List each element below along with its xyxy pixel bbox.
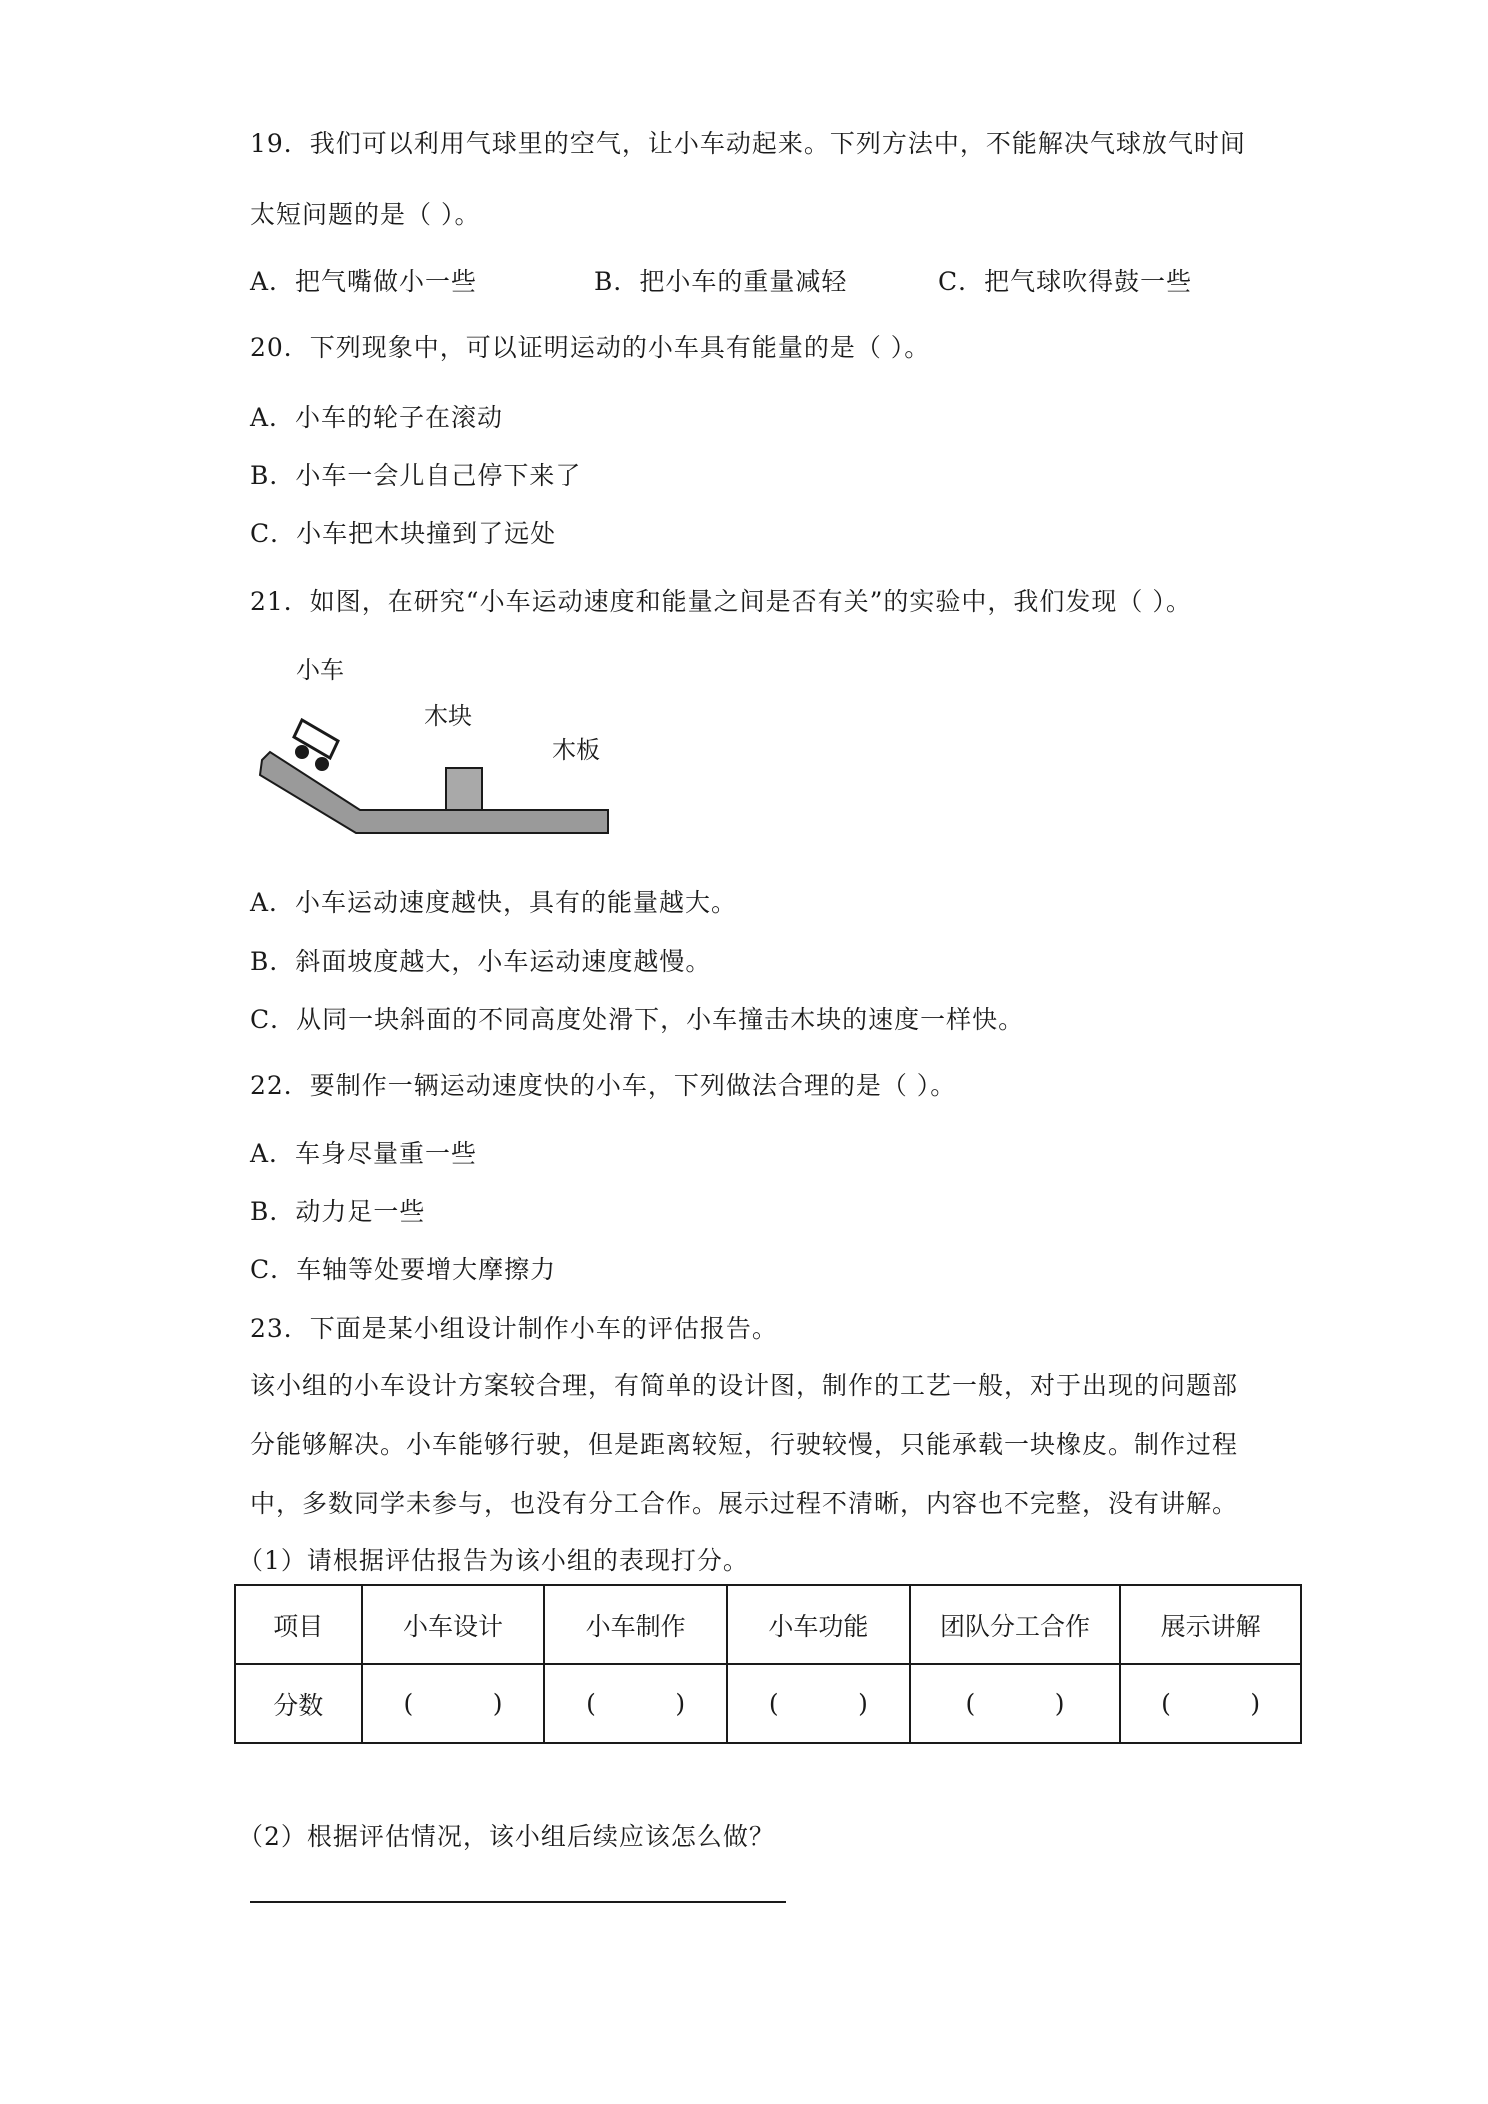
q21-experiment-figure — [250, 650, 630, 850]
q21-option-c: C．从同一块斜面的不同高度处滑下，小车撞击木块的速度一样快。 — [250, 1005, 1025, 1034]
score-blank-function[interactable]: ( ) — [727, 1664, 910, 1743]
q20-option-c: C．小车把木块撞到了远处 — [250, 519, 557, 548]
q20-stem: 20．下列现象中，可以证明运动的小车具有能量的是（ ）。 — [250, 333, 931, 362]
score-blank-design[interactable]: ( ) — [362, 1664, 545, 1743]
header-cell-function: 小车功能 — [727, 1585, 910, 1664]
q23-sub1: （1）请根据评估报告为该小组的表现打分。 — [238, 1546, 749, 1575]
score-blank-making[interactable]: ( ) — [544, 1664, 727, 1743]
header-cell-item: 项目 — [235, 1585, 362, 1664]
q22-option-c: C．车轴等处要增大摩擦力 — [250, 1255, 557, 1284]
q21-option-a: A．小车运动速度越快，具有的能量越大。 — [250, 888, 738, 917]
q23-sub2: （2）根据评估情况，该小组后续应该怎么做？ — [238, 1822, 775, 1851]
score-table — [234, 1584, 1302, 1744]
q22-option-b: B．动力足一些 — [250, 1197, 426, 1226]
header-cell-teamwork: 团队分工合作 — [910, 1585, 1121, 1664]
q22-option-a: A．车身尽量重一些 — [250, 1139, 478, 1168]
score-table-header-row — [235, 1585, 1301, 1664]
ramp-diagram — [250, 650, 630, 850]
q19-stem-line2: 太短问题的是（ ）。 — [250, 200, 481, 229]
q22-stem: 22．要制作一辆运动速度快的小车，下列做法合理的是（ ）。 — [250, 1071, 957, 1100]
q21-stem: 21．如图，在研究“小车运动速度和能量之间是否有关”的实验中，我们发现（ ）。 — [250, 587, 1192, 616]
q23-stem: 23．下面是某小组设计制作小车的评估报告。 — [250, 1314, 778, 1343]
answer-blank-line[interactable] — [250, 1901, 786, 1903]
row-label-score: 分数 — [235, 1664, 362, 1743]
label-board: 木板 — [552, 736, 600, 764]
score-blank-teamwork[interactable]: ( ) — [910, 1664, 1121, 1743]
q20-option-b: B．小车一会儿自己停下来了 — [250, 461, 582, 490]
q20-option-a: A．小车的轮子在滚动 — [250, 403, 504, 432]
score-blank-presentation[interactable]: ( ) — [1120, 1664, 1301, 1743]
label-block: 木块 — [424, 702, 472, 730]
header-cell-design: 小车设计 — [362, 1585, 545, 1664]
label-car: 小车 — [296, 656, 344, 684]
q19-option-a: A．把气嘴做小一些 — [250, 267, 478, 296]
q23-report-line2: 分能够解决。小车能够行驶，但是距离较短，行驶较慢，只能承载一块橡皮。制作过程 — [250, 1430, 1239, 1459]
q23-report-line1: 该小组的小车设计方案较合理，有简单的设计图，制作的工艺一般，对于出现的问题部 — [250, 1371, 1239, 1400]
q19-option-c: C．把气球吹得鼓一些 — [938, 267, 1193, 296]
ramp-board-shape — [260, 752, 608, 833]
car-shape — [294, 720, 338, 771]
header-cell-presentation: 展示讲解 — [1120, 1585, 1301, 1664]
q19-stem-line1: 19．我们可以利用气球里的空气，让小车动起来。下列方法中，不能解决气球放气时间 — [250, 129, 1246, 158]
score-table-score-row — [235, 1664, 1301, 1743]
q21-option-b: B．斜面坡度越大，小车运动速度越慢。 — [250, 947, 712, 976]
q23-report-line3: 中，多数同学未参与，也没有分工合作。展示过程不清晰，内容也不完整，没有讲解。 — [250, 1489, 1239, 1518]
header-cell-making: 小车制作 — [544, 1585, 727, 1664]
wood-block-shape — [446, 768, 482, 810]
q19-option-b: B．把小车的重量减轻 — [594, 267, 848, 296]
